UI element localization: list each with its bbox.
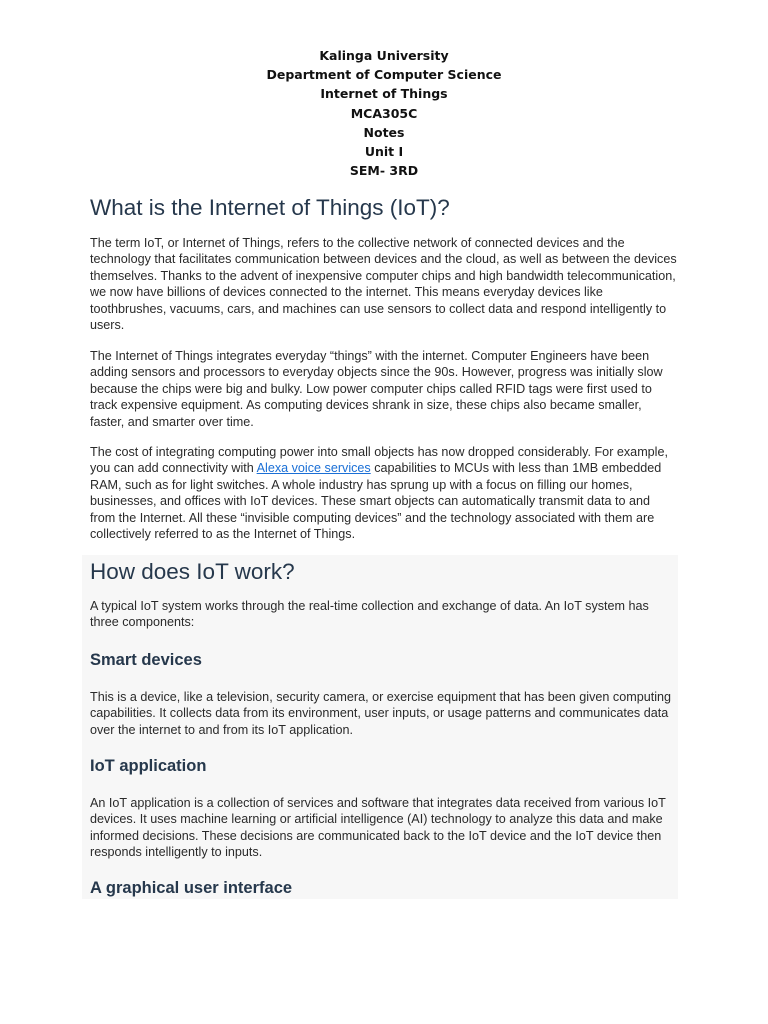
section-what-is-iot	[90, 193, 678, 223]
paragraph-3-container	[90, 444, 678, 542]
paragraph-3-text-before: The cost of integrating computing power into small objects has now dropped considerably. For example, you can add connectivity with	[90, 445, 668, 476]
section-title-what-is-iot: What is the Internet of Things (IoT)?	[90, 195, 450, 220]
paragraph-iot-definition: The term IoT, or Internet of Things, refers to the collective network of connected devices and the technology that facilitates communication between devices and the cloud, as well as between the devices themselves. Thanks to the advent of inexpensive computer chips and high bandwidth telecommunication, we now have billions of devices connected to the internet. This means everyday devices like toothbrushes, vacuums, cars, and machines can use sensors to collect data and respond intelligently to users.	[90, 236, 677, 333]
paragraph-1-container	[90, 235, 678, 333]
paragraph-iot-application: An IoT application is a collection of services and software that integrates data received from various IoT devices. It uses machine learning or artificial intelligence (AI) technology to analyze this data and make informed decisions. These decisions are communicated back to the IoT device and the IoT device then responds intelligently to inputs.	[90, 796, 666, 860]
paragraph-iot-history: The Internet of Things integrates everyday “things” with the internet. Computer Engineers have been adding sensors and processors to everyday objects since the 90s. However, progress was initially slow because the chips were big and bulky. Low power computer chips called RFID tags were first used to track expensive equipment. As computing devices shrank in size, these chips also became smaller, faster, and smarter over time.	[90, 349, 663, 429]
gui-heading-container	[90, 877, 678, 899]
smart-devices-heading-container	[90, 649, 678, 671]
course-code: MCA305C	[350, 105, 418, 121]
paragraph-intro-container	[90, 598, 678, 631]
document-header	[0, 46, 768, 180]
smart-devices-text-container	[90, 689, 678, 738]
course-name: Internet of Things	[320, 86, 448, 102]
semester-label: SEM- 3RD	[349, 163, 419, 179]
alexa-voice-services-link[interactable]: Alexa voice services	[256, 461, 371, 476]
section-how-iot-works	[90, 557, 678, 587]
subheading-iot-application: IoT application	[90, 757, 207, 775]
paragraph-iot-system-intro: A typical IoT system works through the real-time collection and exchange of data. An IoT system has three components:	[90, 599, 649, 630]
unit-label: Unit I	[364, 144, 404, 160]
paragraph-2-container	[90, 348, 678, 430]
subheading-smart-devices: Smart devices	[90, 651, 202, 669]
iot-application-heading-container	[90, 755, 678, 777]
subheading-graphical-user-interface: A graphical user interface	[90, 879, 293, 897]
department-name: Department of Computer Science	[266, 67, 502, 83]
paragraph-3-text-after: capabilities to MCUs with less than 1MB embedded RAM, such as for light switches. A whole industry has sprung up with a focus on filling our homes, businesses, and offices with IoT devices. These smart objects can automatically transmit data to and from the Internet. All these “invisible computing devices” and the technology associated with them are collectively referred to as the Internet of Things.	[90, 461, 662, 542]
iot-application-text-container	[90, 795, 678, 861]
document-type: Notes	[363, 124, 405, 140]
paragraph-iot-cost	[90, 444, 678, 542]
paragraph-smart-devices: This is a device, like a television, security camera, or exercise equipment that has been given computing capabilities. It collects data from its environment, user inputs, or usage patterns and communicates data over the internet to and from its IoT application.	[90, 690, 672, 737]
section-title-how-iot-works: How does IoT work?	[90, 559, 295, 584]
university-name: Kalinga University	[319, 48, 449, 63]
